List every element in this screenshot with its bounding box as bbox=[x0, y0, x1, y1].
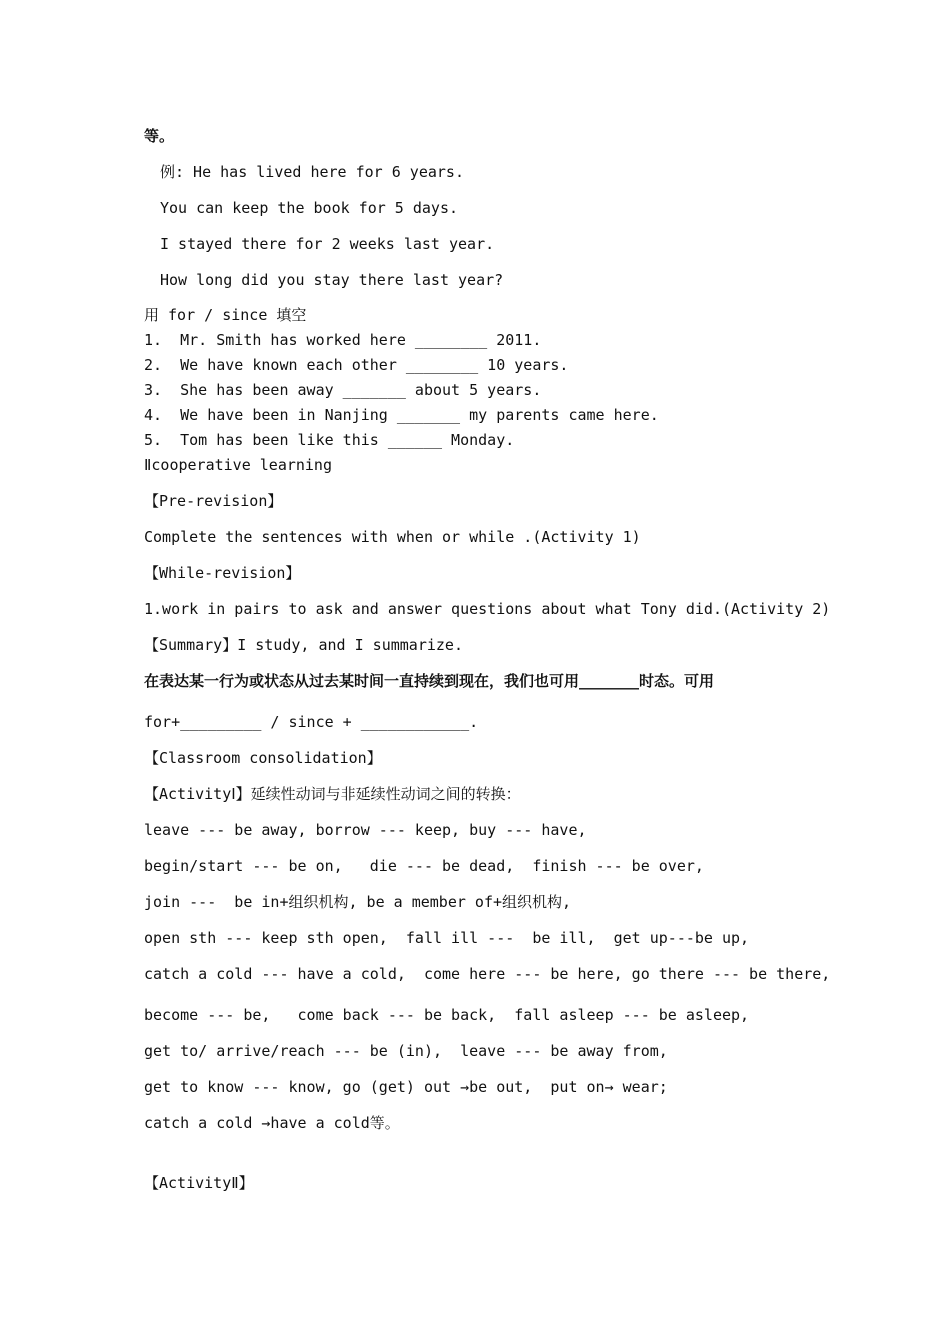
example-line: How long did you stay there last year? bbox=[160, 271, 504, 289]
text-line: 等。 bbox=[144, 127, 175, 145]
section-heading: 【ActivityⅠ】延续性动词与非延续性动词之间的转换： bbox=[144, 785, 521, 803]
section-heading: 【ActivityⅡ】 bbox=[144, 1174, 254, 1192]
section-heading: 【Summary】I study, and I summarize. bbox=[144, 636, 463, 654]
exercise-item: 3. She has been away _______ about 5 years. bbox=[144, 381, 542, 399]
text-line: catch a cold →have a cold等。 bbox=[144, 1114, 400, 1132]
exercise-item: 1. Mr. Smith has worked here ________ 2011. bbox=[144, 331, 542, 349]
exercise-item: 2. We have known each other ________ 10 years. bbox=[144, 356, 569, 374]
text-line: 1.work in pairs to ask and answer questions about what Tony did.(Activity 2) bbox=[144, 600, 831, 618]
text-line: Complete the sentences with when or while .(Activity 1) bbox=[144, 528, 641, 546]
section-heading: 【While-revision】 bbox=[144, 564, 301, 582]
exercise-item: 5. Tom has been like this ______ Monday. bbox=[144, 431, 515, 449]
example-line: I stayed there for 2 weeks last year. bbox=[160, 235, 495, 253]
text-line: begin/start --- be on, die --- be dead, finish --- be over, bbox=[144, 857, 704, 875]
example-line: 例: He has lived here for 6 years. bbox=[160, 163, 464, 181]
section-heading: 【Pre-revision】 bbox=[144, 492, 283, 510]
text-line: get to know --- know, go (get) out →be out, put on→ wear; bbox=[144, 1078, 668, 1096]
exercise-heading: 用 for / since 填空 bbox=[144, 306, 307, 324]
text-line: get to/ arrive/reach --- be (in), leave --- be away from, bbox=[144, 1042, 668, 1060]
text-line: 在表达某一行为或状态从过去某时间一直持续到现在，我们也可用________时态。可用 bbox=[144, 672, 715, 690]
section-heading: Ⅱcooperative learning bbox=[144, 456, 332, 474]
text-line: leave --- be away, borrow --- keep, buy --- have, bbox=[144, 821, 587, 839]
text-line: join --- be in+组织机构, be a member of+组织机构, bbox=[144, 893, 572, 911]
text-line: open sth --- keep sth open, fall ill --- be ill, get up---be up, bbox=[144, 929, 750, 947]
example-line: You can keep the book for 5 days. bbox=[160, 199, 459, 217]
exercise-item: 4. We have been in Nanjing _______ my parents came here. bbox=[144, 406, 659, 424]
text-line: for+_________ / since + ____________. bbox=[144, 713, 479, 731]
text-line: catch a cold --- have a cold, come here --- be here, go there --- be there, bbox=[144, 965, 831, 983]
section-heading: 【Classroom consolidation】 bbox=[144, 749, 382, 767]
text-line: become --- be, come back --- be back, fall asleep --- be asleep, bbox=[144, 1006, 750, 1024]
